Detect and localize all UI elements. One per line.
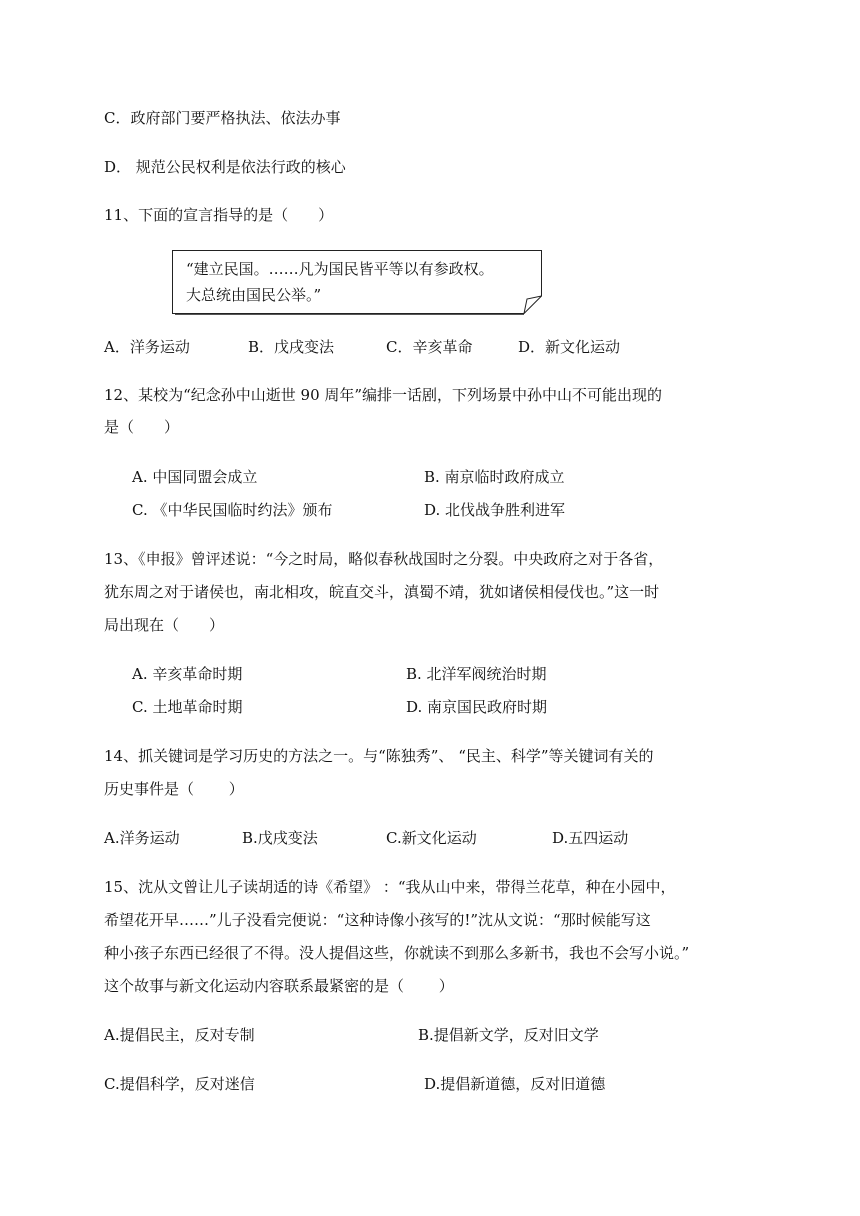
q15-option-b: B.提倡新文学，反对旧文学 (418, 1026, 599, 1044)
q15-stem-line-2: 希望花开早……”儿子没看完便说：“这种诗像小孩写的!”沈从文说：“那时候能写这 (104, 911, 651, 929)
q14-stem-line-2: 历史事件是（ ） (104, 780, 244, 798)
q12-option-c: C. 《中华民国临时约法》颁布 (132, 501, 333, 519)
q11-option-b: B．戊戌变法 (248, 338, 335, 356)
q11-stem: 11、下面的宣言指导的是（ ） (104, 206, 334, 224)
q13-stem-line-2: 犹东周之对于诸侯也，南北相攻，皖直交斗，滇蜀不靖，犹如诸侯相侵伐也。”这一时 (104, 583, 660, 601)
q12-option-a: A. 中国同盟会成立 (132, 468, 258, 486)
q13-stem-line-3: 局出现在（ ） (104, 616, 225, 634)
q10-option-c: C．政府部门要严格执法、依法办事 (104, 109, 341, 127)
q15-stem-line-1: 15、沈从文曾让儿子读胡适的诗《希望》 ：“我从山中来，带得兰花草，种在小园中， (104, 878, 676, 896)
q11-quote-box (172, 250, 542, 314)
q11-quote-line-1: “建立民国。……凡为国民皆平等以有参政权。 (186, 260, 494, 278)
q13-option-a: A. 辛亥革命时期 (132, 665, 243, 683)
q14-option-c: C.新文化运动 (386, 829, 477, 847)
q14-stem-line-1: 14、抓关键词是学习历史的方法之一。与“陈独秀”、 “民主、科学”等关键词有关的 (104, 747, 654, 765)
q13-option-c: C. 土地革命时期 (132, 698, 243, 716)
q15-stem-line-4: 这个故事与新文化运动内容联系最紧密的是（ ） (104, 977, 454, 995)
q12-option-d: D. 北伐战争胜利进军 (424, 501, 566, 519)
q13-option-b: B. 北洋军阀统治时期 (406, 665, 547, 683)
q14-option-a: A.洋务运动 (104, 829, 180, 847)
q11-option-a: A．洋务运动 (104, 338, 190, 356)
q11-quote-line-2: 大总统由国民公举。” (186, 286, 322, 304)
q15-option-d: D.提倡新道德，反对旧道德 (424, 1075, 606, 1093)
q13-stem-line-1: 13、《申报》曾评述说：“今之时局，略似春秋战国时之分裂。中央政府之对于各省， (104, 550, 664, 568)
q12-option-b: B. 南京临时政府成立 (424, 468, 565, 486)
q15-stem-line-3: 种小孩子东西已经很了不得。没人提倡这些，你就读不到那么多新书，我也不会写小说。” (104, 944, 690, 962)
q11-option-d: D．新文化运动 (518, 338, 621, 356)
q14-option-d: D.五四运动 (552, 829, 629, 847)
q13-option-d: D. 南京国民政府时期 (406, 698, 548, 716)
q15-option-c: C.提倡科学，反对迷信 (104, 1075, 255, 1093)
q12-stem-line-2: 是（ ） (104, 418, 180, 436)
q14-option-b: B.戊戌变法 (242, 829, 318, 847)
q12-stem-line-1: 12、某校为“纪念孙中山逝世 90 周年”编排一话剧，下列场景中孙中山不可能出现的 (104, 386, 663, 404)
q15-option-a: A.提倡民主，反对专制 (104, 1026, 255, 1044)
q11-option-c: C．辛亥革命 (386, 338, 473, 356)
q10-option-d: D． 规范公民权利是依法行政的核心 (104, 158, 346, 176)
